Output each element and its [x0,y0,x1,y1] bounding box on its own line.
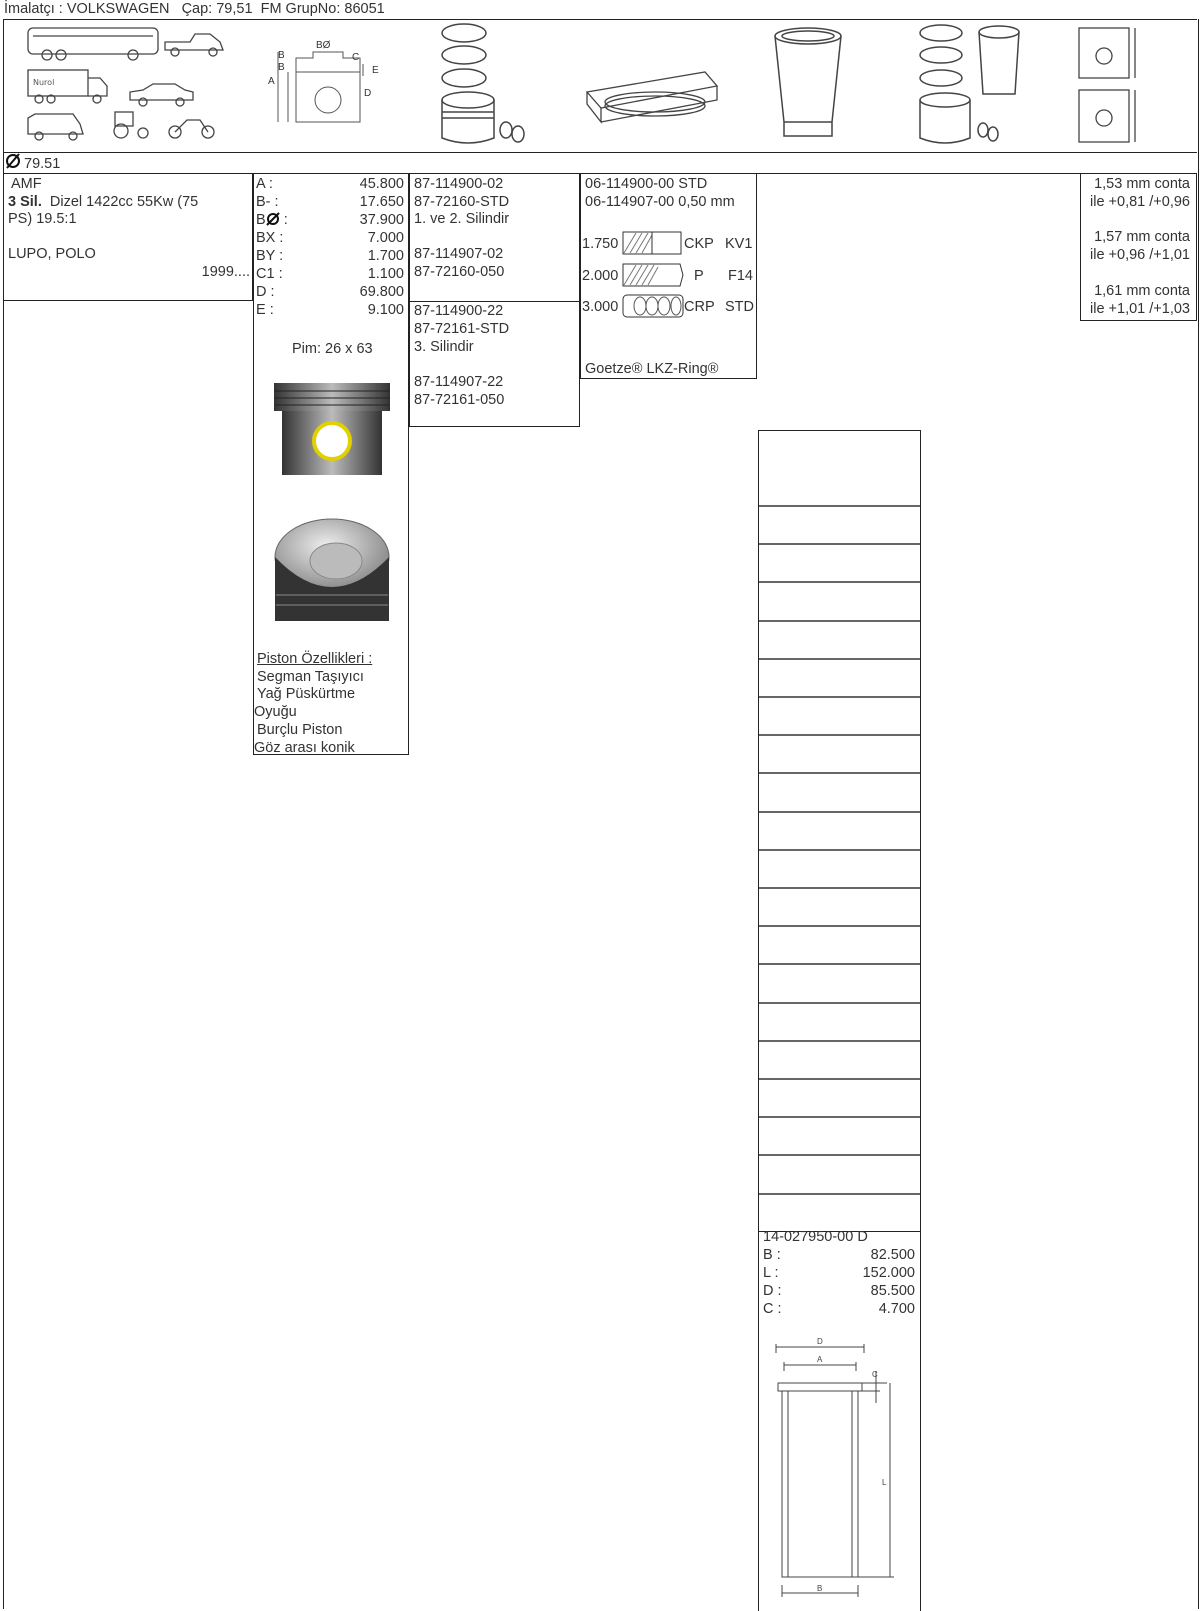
dim-value-b-minus: 17.650 [359,194,404,210]
ring-3-width: 3.000 [582,299,619,315]
dim-value-e: 9.100 [367,302,404,318]
feature-item: Yağ Püskürtme [257,686,356,702]
piston-part-a-4: 87-72160-050 [414,264,505,280]
diameter-value: 79.51 [24,156,61,172]
bore-value: 79,51 [216,1,253,17]
dim-label-by: BY : [256,248,284,264]
diameter-icon [5,153,21,169]
label-a: A [268,76,275,87]
piston-part-a-cyl: 1. ve 2. Silindir [414,211,510,227]
vehicle-models: LUPO, POLO [8,246,96,262]
rings-piston-icon [438,22,538,150]
group-label: FM GrupNo: [260,1,341,17]
piston-part-b-1: 87-114900-22 [414,303,504,319]
maker-label: İmalatçı : [4,1,63,17]
ring-2-type: P [694,268,704,284]
engine-spec: Dizel 1422cc 55Kw (75 [49,194,199,210]
ring-3-type: CRP [684,299,715,315]
feature-item: Burçlu Piston [257,722,343,738]
liner-slot-rule [759,581,920,583]
piston-part-b-3: 87-114907-22 [414,374,504,390]
dim-value-by: 1.700 [367,248,404,264]
ring-1-code: KV1 [725,236,753,252]
ring-brand: Goetze® LKZ-Ring® [585,361,719,377]
piston-part-b-2: 87-72161-STD [414,321,510,337]
liner-dim-value-d: 85.500 [870,1283,915,1299]
dim-value-a: 45.800 [359,176,404,192]
icon-row-rule [3,152,1197,153]
ring-3-code: STD [725,299,754,315]
liner-slot-rule [759,734,920,736]
liner-slot-rule [759,963,920,965]
truck-logo: Nurol [33,78,55,87]
piston-part-a-3: 87-114907-02 [414,246,504,262]
label-e: E [372,65,379,76]
gasket-1-thickness: 1,53 mm conta [1094,176,1190,192]
dim-label-d: D : [256,284,275,300]
feature-item: Oyuğu [254,704,297,720]
liner-draw-label-c: C [872,1370,878,1379]
ring-std: 06-114900-00 STD [585,176,708,192]
gasket-3-range: ile +1,01 /+1,03 [1090,301,1190,317]
piston-part-a-1: 87-114900-02 [414,176,504,192]
label-b-top: B [278,50,285,61]
dim-label-e: E : [256,302,274,318]
liner-slot-rule [759,620,920,622]
liner-dimension-drawing [772,1335,912,1597]
liner-draw-label-l: L [882,1478,887,1487]
dim-value-bx: 7.000 [367,230,404,246]
ring-2-width: 2.000 [582,268,619,284]
liner-dim-label-b: B : [763,1247,781,1263]
label-c: C [352,52,360,63]
bore-label: Çap: [181,1,213,17]
label-d: D [364,88,372,99]
top-rule [3,19,1197,20]
engine-code: AMF [11,176,42,192]
liner-slot-rule [759,1040,920,1042]
liner-dim-value-l: 152.000 [862,1265,915,1281]
liner-dim-value-c: 4.700 [878,1301,915,1317]
maker-value: VOLKSWAGEN [66,1,170,17]
piston-part-b-4: 87-72161-050 [414,392,505,408]
liner-slot-rule [759,1154,920,1156]
piston-part-a-2: 87-72160-STD [414,194,510,210]
ring-box-icon [585,68,725,130]
liner-slot-rule [759,505,920,507]
piston-dimension-diagram [268,38,393,126]
piston-side-image [274,383,390,475]
gasket-3-thickness: 1,61 mm conta [1094,283,1190,299]
ring-1-type: CKP [684,236,714,252]
liner-draw-label-b: B [817,1584,823,1593]
engine-line [8,194,198,211]
dim-label-a: A : [256,176,273,192]
vehicle-icons [25,24,225,146]
dim-label-b-minus: B- : [256,194,279,210]
piston-height-icons [1075,24,1165,148]
dim-label-bx: BX : [256,230,284,246]
liner-dims [763,1247,915,1319]
gasket-2-thickness: 1,57 mm conta [1094,229,1190,245]
dim-value-b-diameter: 37.900 [359,212,404,228]
liner-slot-rule [759,849,920,851]
liner-slot-rule [759,1193,920,1195]
liner-slot-rule [759,696,920,698]
pin-size: Pim: 26 x 63 [292,341,373,357]
kit-icon [917,22,1032,150]
gasket-1-range: ile +0,81 /+0,96 [1090,194,1190,210]
liner-part: 14-027950-00 D [763,1229,868,1245]
vehicle-year: 1999.... [201,264,250,280]
features-title: Piston Özellikleri : [257,651,373,667]
liner-dim-value-b: 82.500 [870,1247,915,1263]
liner-dim-label-l: L : [763,1265,779,1281]
liner-slot-rule [759,543,920,545]
diameter-small-icon [266,212,280,226]
dim-label-b-colon: : [283,212,288,228]
gasket-2-range: ile +0,96 /+1,01 [1090,247,1190,263]
cylinder-count: 3 Sil. [8,194,42,210]
header-line [4,1,385,18]
liner-draw-label-d: D [817,1337,823,1346]
ring-2-code: F14 [728,268,753,284]
liner-slot-rule [759,1116,920,1118]
ring-1-profile-icon [622,231,682,255]
liner-icon [772,26,844,144]
feature-item: Göz arası konik [254,740,355,756]
dim-label-b-diameter [256,212,288,229]
liner-slot-rule [759,925,920,927]
liner-dim-label-c: C : [763,1301,782,1317]
piston-part-b-cyl: 3. Silindir [414,339,474,355]
label-bdia: BØ [316,40,331,51]
ring-3-profile-icon [622,294,684,318]
liner-slot-rule [759,1078,920,1080]
dim-value-d: 69.800 [359,284,404,300]
liner-slot-rule [759,1002,920,1004]
dim-label-c1: C1 : [256,266,283,282]
engine-spec-2: PS) 19.5:1 [8,211,77,227]
liner-slot-rule [759,772,920,774]
dim-label-b-letter: B [256,212,266,228]
liner-slot-rule [759,658,920,660]
feature-item: Segman Taşıyıcı [257,669,364,685]
label-b2: B [278,62,285,73]
dims-list [256,176,404,320]
group-value: 86051 [344,1,385,17]
liner-dim-label-d: D : [763,1283,782,1299]
ring-2-profile-icon [622,263,684,287]
dim-value-c1: 1.100 [367,266,404,282]
piston-top-image [274,517,390,623]
liner-slot-rule [759,887,920,889]
ring-1-width: 1.750 [582,236,619,252]
liner-draw-label-a: A [817,1355,823,1364]
liner-slot-rule [759,811,920,813]
ring-oversize: 06-114907-00 0,50 mm [585,194,735,210]
